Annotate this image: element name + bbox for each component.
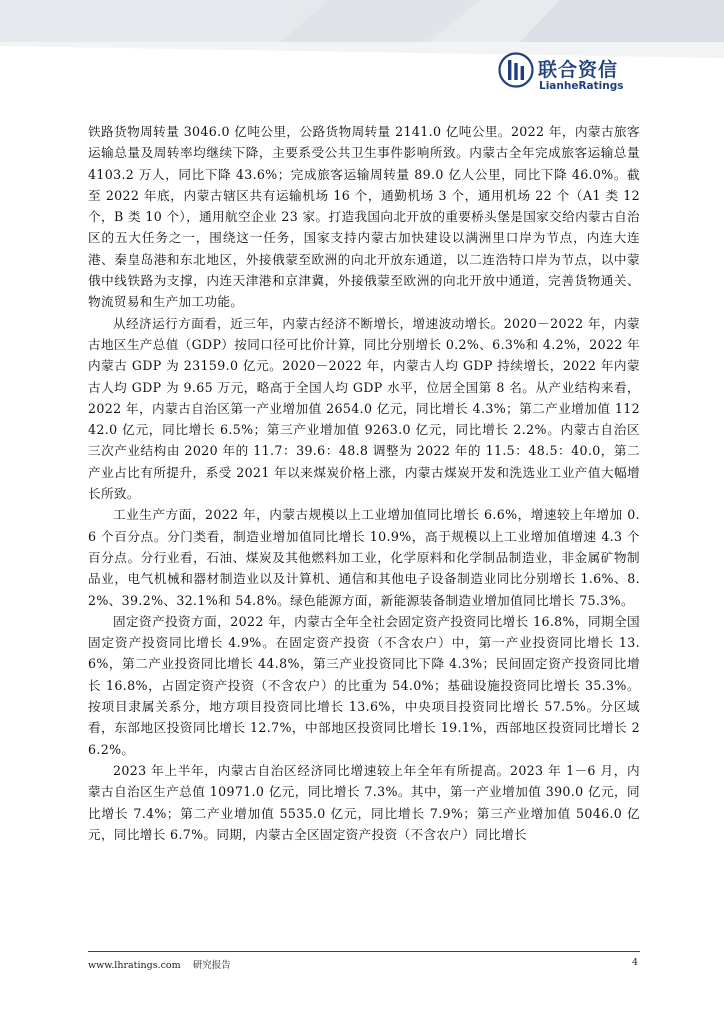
page-number: 4 <box>631 957 638 968</box>
paragraph-investment: 固定资产投资方面，2022 年，内蒙古全年全社会固定资产投资同比增长 16.8%，同期全国固定资产投资同比增长 4.9%。在固定资产投资（不含农户）中，第一产业投资同比增长 13.6%，第二产业投资同比增长 44.8%，第三产业投资同比下降 4.3%；民间固定资产投资同比增长 16.8%，占固定资产投资（不含农户）的比重为 54.0%；基础设施投资同比增长 35.3%。按项目隶属关系分，地方项目投资同比增长 13.6%，中央项目投资同比增长 57.5%。分区域看，东部地区投资同比增长 12.7%，中部地区投资同比增长 19.1%，西部地区投资同比增长 26.2%。 <box>88 613 640 757</box>
report-body <box>88 121 640 845</box>
footer-website: www.lhratings.com <box>88 960 181 971</box>
paragraph-industry: 工业生产方面，2022 年，内蒙古规模以上工业增加值同比增长 6.6%，增速较上年增加 0.6 个百分点。分门类看，制造业增加值同比增长 10.9%，高于规模以上工业增加值增速 4.3 个百分点。分行业看，石油、煤炭及其他燃料加工业，化学原料和化学制品制造业，非金属矿物制品业，电气机械和器材制造业以及计算机、通信和其他电子设备制造业同比分别增长 1.6%、8.2%、39.2%、32.1%和 54.8%。绿色能源方面，新能源装备制造业增加值同比增长 75.3%。 <box>88 507 640 608</box>
paragraph-2023-h1: 2023 年上半年，内蒙古自治区经济同比增速较上年全年有所提高。2023 年 1－6 月，内蒙古自治区生产总值 10971.0 亿元，同比增长 7.3%。其中，第一产业增加值 390.0 亿元，同比增长 7.4%；第二产业增加值 5535.0 亿元，同比增长 7.9%；第三产业增加值 5046.0 亿元，同比增长 6.7%。同期，内蒙古全区固定资产投资（不含农户）同比增长 <box>88 762 640 842</box>
footer-divider <box>88 951 640 952</box>
paragraph-transport: 铁路货物周转量 3046.0 亿吨公里，公路货物周转量 2141.0 亿吨公里。2022 年，内蒙古旅客运输总量及周转率均继续下降，主要系受公共卫生事件影响所致。内蒙古全年完成旅客运输总量 4103.2 万人，同比下降 43.6%；完成旅客运输周转量 89.0 亿人公里，同比下降 46.0%。截至 2022 年底，内蒙古辖区共有运输机场 16 个，通勤机场 3 个，通用机场 22 个（A1 类 12 个，B 类 10 个），通用航空企业 23 家。打造我国向北开放的重要桥头堡是国家交给内蒙古自治区的五大任务之一，围绕这一任务，国家支持内蒙古加快建设以满洲里口岸为节点，内连大连港、秦皇岛港和东北地区，外接俄蒙至欧洲的向北开放东通道，以二连浩特口岸为节点，以中蒙俄中线铁路为支撑，内连天津港和京津冀，外接俄蒙至欧洲的向北开放中通道，完善货物通关、物流贸易和生产加工功能。 <box>88 124 640 310</box>
header-banner <box>0 0 724 104</box>
lianhe-ratings-logo-icon <box>498 52 534 88</box>
footer-doc-type: 研究报告 <box>192 960 231 971</box>
brand-name-cn: 联合资信 <box>538 59 619 81</box>
paragraph-economy: 从经济运行方面看，近三年，内蒙古经济不断增长，增速波动增长。2020－2022 年，内蒙古地区生产总值（GDP）按同口径可比价计算，同比分别增长 0.2%、6.3%和 4.2%，2022 年内蒙古 GDP 为 23159.0 亿元。2020－2022 年，内蒙古人均 GDP 持续增长，2022 年内蒙古人均 GDP 为 9.65 万元，略高于全国人均 GDP 水平，位居全国第 8 名。从产业结构来看，2022 年，内蒙古自治区第一产业增加值 2654.0 亿元，同比增长 4.3%；第二产业增加值 11242.0 亿元，同比增长 6.5%；第三产业增加值 9263.0 亿元，同比增长 2.2%。内蒙古自治区三次产业结构由 2020 年的 11.7：39.6：48.8 调整为 2022 年的 11.5：48.5：40.0，第二产业占比有所提升，系受 2021 年以来煤炭价格上涨，内蒙古煤炭开发和洗选业工业产值大幅增长所致。 <box>88 315 640 502</box>
brand-name-en: LianheRatings <box>539 80 624 92</box>
footer-left <box>88 957 231 971</box>
